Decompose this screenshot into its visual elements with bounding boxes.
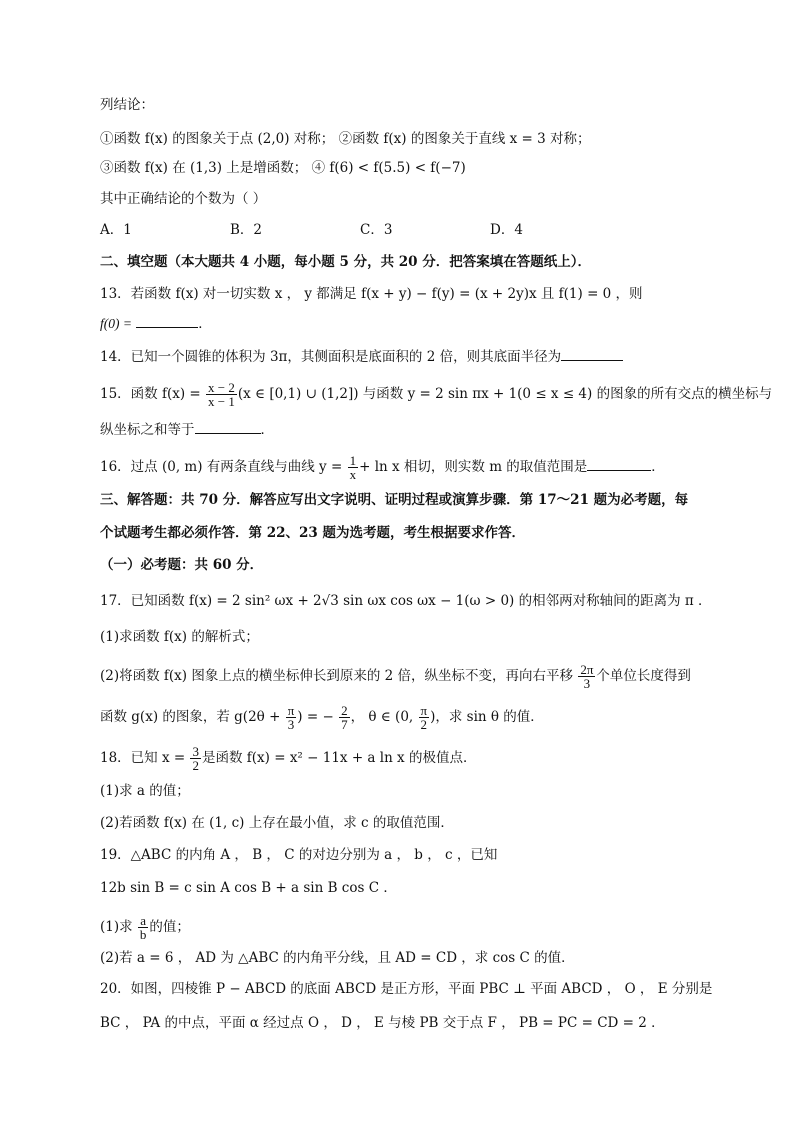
q13-prefix: f(0) = [100, 316, 132, 331]
question-stem: 其中正确结论的个数为（ ） [100, 191, 267, 207]
option-b: B．2 [230, 222, 263, 238]
q17-line2-mid: ) = − [297, 709, 334, 725]
option-a: A．1 [100, 222, 132, 238]
q15-end: ． [260, 422, 274, 438]
question-13-line2 [100, 313, 212, 334]
question-18 [100, 745, 476, 772]
q18-prefix: 18．已知 x = [100, 750, 186, 766]
q17-line2-prefix: 函数 g(x) 的图象，若 g(2θ + [100, 709, 281, 725]
q15-suffix: (x ∈ [0,1) ∪ (1,2]) 与函数 y = 2 sin πx + 1(0 ≤ x ≤ 4) 的图象的所有交点的横坐标与 [237, 386, 773, 402]
section-2-heading: 二、填空题（本大题共 4 小题，每小题 5 分，共 20 分．把答案填在答题纸上）． [100, 254, 592, 270]
question-19-part2: (2)若 a = 6 ， AD 为 △ABC 的内角平分线，且 AD = CD ，求 cos C 的值． [100, 950, 575, 966]
question-17-part2-line1 [100, 663, 691, 690]
section-3-subheading: （一）必考题：共 60 分． [100, 557, 264, 573]
question-17-part2-line2 [100, 704, 544, 731]
question-15-line1 [100, 381, 772, 408]
question-18-part1: (1)求 a 的值； [100, 783, 190, 799]
q17-fraction-2-7: $\frac{2}{7}$ [341, 703, 348, 732]
question-19-part1 [100, 914, 190, 941]
question-16 [100, 454, 665, 481]
choice-options [100, 220, 588, 240]
question-20-line1: 20．如图，四棱锥 P − ABCD 的底面 ABCD 是正方形，平面 PBC ⊥ 平面 ABCD ， O ， E 分别是 [100, 981, 713, 997]
q14-text: 14．已知一个圆锥的体积为 3π，其侧面积是底面积的 2 倍，则其底面半径为 [100, 349, 562, 365]
question-13-line1: 13．若函数 f(x) 对一切实数 x ， y 都满足 f(x + y) − f(y) = (x + 2y)x 且 f(1) = 0 ，则 [100, 286, 643, 302]
question-19-line2: 12b sin B = c sin A cos B + a sin B cos C ． [100, 880, 397, 896]
question-17-part1: (1)求函数 f(x) 的解析式； [100, 629, 259, 645]
question-14 [100, 346, 623, 367]
q17-p2-suffix: 个单位长度得到 [596, 668, 691, 684]
q19-p1-suffix: 的值； [149, 919, 190, 935]
q19-fraction: $\frac{a}{b}$ [139, 913, 147, 942]
q15-prefix: 15．函数 f(x) = [100, 386, 201, 402]
answer-blank-13[interactable] [136, 313, 198, 328]
q17-line2-suffix: )，求 sin θ 的值． [430, 709, 544, 725]
q15-line2-text: 纵坐标之和等于 [100, 422, 195, 438]
q16-prefix: 16．过点 (0, m) 有两条直线与曲线 y = [100, 459, 343, 475]
q18-suffix: 是函数 f(x) = x² − 11x + a ln x 的极值点． [201, 750, 477, 766]
q15-fraction: $\frac{x - 2}{x - 1}$ [208, 380, 235, 409]
q17-fraction-pi-3: $\frac{\pi}{3}$ [287, 703, 295, 732]
q13-suffix: ． [198, 316, 212, 332]
q17-p2-prefix: (2)将函数 f(x) 图象上点的横坐标伸长到原来的 2 倍，纵坐标不变，再向右平移 [100, 668, 574, 684]
option-d: D．4 [490, 222, 523, 238]
q16-end: ． [651, 459, 665, 475]
conclusions-3-4: ③函数 f(x) 在 (1,3) 上是增函数； ④ f(6) < f(5.5) < f(−7) [100, 160, 466, 176]
section-3-heading-line1: 三、解答题：共 70 分．解答应写出文字说明、证明过程或演算步骤．第 17～21 题为必考题，每 [100, 492, 689, 508]
q17-line2-mid2: ， θ ∈ (0, [350, 709, 414, 725]
q18-fraction: $\frac{3}{2}$ [192, 744, 199, 773]
answer-blank-14[interactable] [561, 346, 623, 361]
q17-fraction: $\frac{2\pi}{3}$ [580, 662, 594, 691]
option-c: C．3 [360, 222, 393, 238]
question-19-line1: 19．△ABC 的内角 A ， B ， C 的对边分别为 a ， b ， c ，已知 [100, 847, 498, 863]
q16-fraction: $\frac{1}{x}$ [349, 453, 357, 482]
answer-blank-16[interactable] [587, 456, 651, 471]
question-17: 17．已知函数 f(x) = 2 sin² ωx + 2√3 sin ωx cos ωx − 1(ω > 0) 的相邻两对称轴间的距离为 π ． [100, 593, 712, 609]
question-20-line2: BC ， PA 的中点，平面 α 经过点 O ， D ， E 与棱 PB 交于点 F ， PB = PC = CD = 2 ． [100, 1015, 665, 1031]
question-18-part2: (2)若函数 f(x) 在 (1, c) 上存在最小值，求 c 的取值范围． [100, 815, 454, 831]
answer-blank-15[interactable] [195, 419, 261, 434]
section-3-heading-line2: 个试题考生都必须作答．第 22、23 题为选考题，考生根据要求作答． [100, 525, 525, 541]
conclusions-intro: 列结论： [100, 97, 154, 113]
conclusions-1-2: ①函数 f(x) 的图象关于点 (2,0) 对称； ②函数 f(x) 的图象关于直线 x = 3 对称； [100, 131, 591, 147]
q19-p1-prefix: (1)求 [100, 919, 133, 935]
q17-fraction-pi-2: $\frac{\pi}{2}$ [420, 703, 428, 732]
question-15-line2 [100, 419, 274, 440]
q16-suffix: + ln x 相切，则实数 m 的取值范围是 [359, 459, 588, 475]
